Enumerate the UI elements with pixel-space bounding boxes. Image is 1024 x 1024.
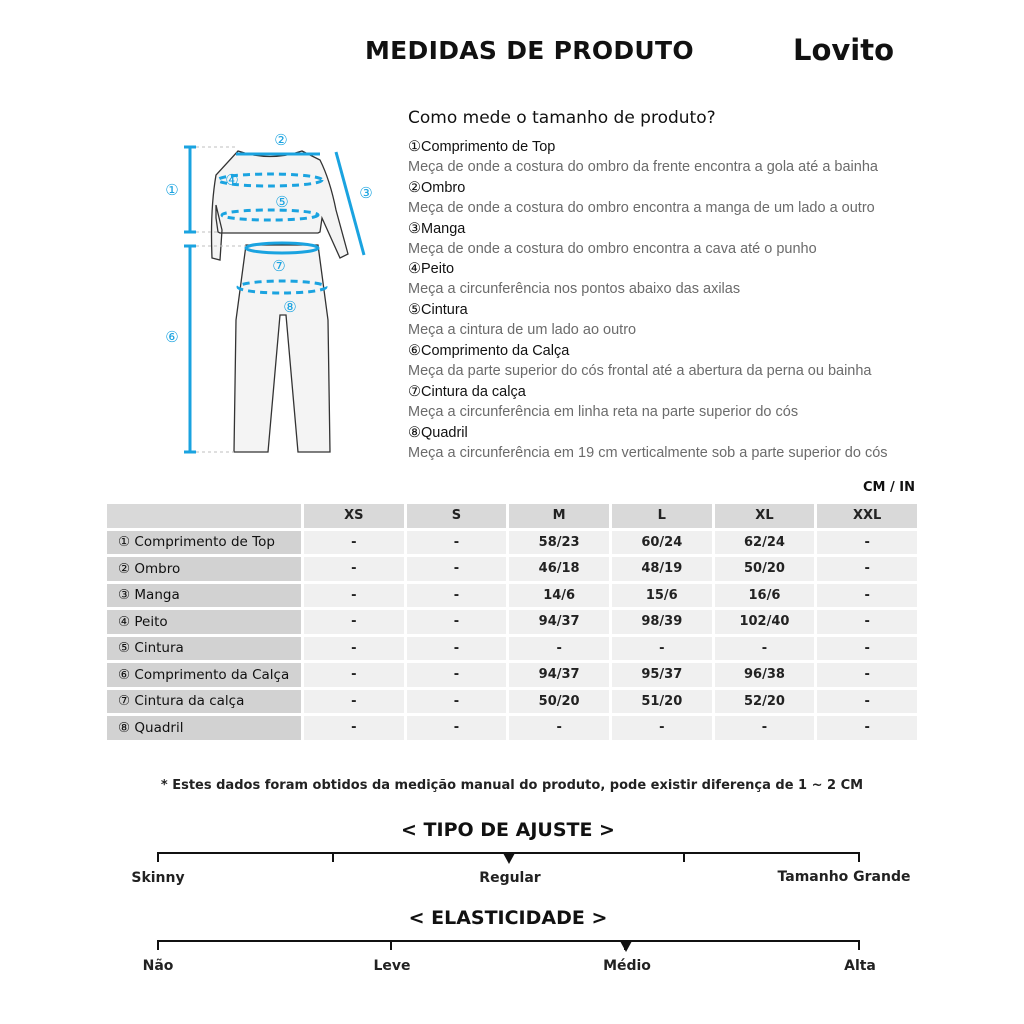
elasticity-tick bbox=[858, 940, 860, 950]
garment-illustration bbox=[150, 120, 390, 470]
table-header-empty bbox=[107, 504, 301, 528]
table-cell: - bbox=[715, 637, 815, 661]
definition-item bbox=[408, 341, 1008, 382]
definition-name: ③Manga bbox=[408, 220, 466, 237]
definition-name: ⑧Quadril bbox=[408, 424, 468, 441]
fit-title: < TIPO DE AJUSTE > bbox=[401, 819, 615, 841]
definition-item bbox=[408, 178, 1008, 219]
table-cell: - bbox=[612, 716, 712, 740]
table-cell: - bbox=[304, 557, 404, 581]
definition-name: ⑤Cintura bbox=[408, 302, 468, 319]
howto-title: Como mede o tamanho de produto? bbox=[408, 108, 716, 128]
marker-5: ⑤ bbox=[275, 193, 289, 211]
table-cell: 96/38 bbox=[715, 663, 815, 687]
fit-tick bbox=[157, 852, 159, 862]
table-header: L bbox=[612, 504, 712, 528]
table-cell: - bbox=[304, 637, 404, 661]
table-cell: 94/37 bbox=[509, 663, 609, 687]
table-header: XL bbox=[715, 504, 815, 528]
table-row bbox=[107, 637, 917, 661]
table-cell: - bbox=[817, 557, 917, 581]
table-cell: 15/6 bbox=[612, 584, 712, 608]
table-cell: - bbox=[509, 716, 609, 740]
elasticity-label-light: Leve bbox=[373, 958, 411, 974]
table-cell: - bbox=[817, 716, 917, 740]
row-label: ⑧ Quadril bbox=[107, 716, 301, 740]
table-cell: - bbox=[817, 584, 917, 608]
table-cell: 102/40 bbox=[715, 610, 815, 634]
row-label: ② Ombro bbox=[107, 557, 301, 581]
elasticity-tick bbox=[390, 940, 392, 950]
table-row bbox=[107, 663, 917, 687]
table-cell: 48/19 bbox=[612, 557, 712, 581]
table-row bbox=[107, 557, 917, 581]
elasticity-label-medium: Médio bbox=[603, 958, 651, 974]
fit-tick bbox=[858, 852, 860, 862]
pants-outline bbox=[234, 245, 330, 452]
table-cell: - bbox=[304, 663, 404, 687]
table-row bbox=[107, 690, 917, 714]
table-cell: 50/20 bbox=[509, 690, 609, 714]
definition-item bbox=[408, 259, 1008, 300]
definition-desc: Meça de onde a costura do ombro encontra a manga de um lado a outro bbox=[408, 199, 875, 216]
table-cell: 95/37 bbox=[612, 663, 712, 687]
table-cell: 51/20 bbox=[612, 690, 712, 714]
table-cell: - bbox=[407, 690, 507, 714]
definition-desc: Meça de onde a costura do ombro da frente encontra a gola até a bainha bbox=[408, 159, 878, 175]
table-cell: 16/6 bbox=[715, 584, 815, 608]
row-label: ③ Manga bbox=[107, 584, 301, 608]
fit-tick bbox=[332, 852, 334, 862]
table-cell: - bbox=[304, 584, 404, 608]
table-cell: - bbox=[304, 690, 404, 714]
table-cell: - bbox=[715, 716, 815, 740]
table-row bbox=[107, 716, 917, 740]
definition-desc: Meça a cintura de um lado ao outro bbox=[408, 322, 637, 339]
table-cell: - bbox=[304, 716, 404, 740]
fit-selected-marker bbox=[503, 853, 515, 864]
table-cell: - bbox=[817, 663, 917, 687]
table-row bbox=[107, 584, 917, 608]
table-header: XS bbox=[304, 504, 404, 528]
table-cell: 46/18 bbox=[509, 557, 609, 581]
table-cell: 14/6 bbox=[509, 584, 609, 608]
table-cell: - bbox=[407, 663, 507, 687]
elasticity-selected-marker bbox=[620, 941, 632, 952]
definition-item bbox=[408, 300, 1008, 341]
fit-label-large: Tamanho Grande bbox=[777, 869, 911, 885]
row-label: ④ Peito bbox=[107, 610, 301, 634]
definition-item bbox=[408, 423, 1008, 464]
definition-name: ①Comprimento de Top bbox=[408, 139, 556, 155]
table-cell: - bbox=[304, 531, 404, 555]
marker-2: ② bbox=[274, 131, 288, 149]
table-cell: 50/20 bbox=[715, 557, 815, 581]
definition-item bbox=[408, 382, 1008, 423]
table-cell: - bbox=[817, 637, 917, 661]
table-cell: - bbox=[817, 531, 917, 555]
marker-4: ④ bbox=[225, 171, 239, 189]
definition-desc: Meça da parte superior do cós frontal até a abertura da perna ou bainha bbox=[408, 362, 872, 379]
table-header-row bbox=[107, 504, 917, 528]
fit-tick bbox=[683, 852, 685, 862]
marker-1: ① bbox=[165, 181, 179, 199]
elasticity-tick bbox=[157, 940, 159, 950]
definition-name: ②Ombro bbox=[408, 179, 466, 196]
table-cell: 58/23 bbox=[509, 531, 609, 555]
table-cell: - bbox=[817, 610, 917, 634]
elasticity-scale-line bbox=[158, 940, 860, 942]
marker-7: ⑦ bbox=[272, 257, 286, 275]
definition-name: ⑦Cintura da calça bbox=[408, 383, 526, 400]
marker-3: ③ bbox=[359, 184, 373, 202]
table-cell: 52/20 bbox=[715, 690, 815, 714]
table-cell: 94/37 bbox=[509, 610, 609, 634]
fit-label-regular: Regular bbox=[479, 870, 541, 886]
table-cell: - bbox=[509, 637, 609, 661]
definition-item bbox=[408, 137, 1008, 178]
table-cell: - bbox=[407, 557, 507, 581]
marker-8: ⑧ bbox=[283, 298, 297, 316]
table-row bbox=[107, 610, 917, 634]
row-label: ⑤ Cintura bbox=[107, 637, 301, 661]
table-row bbox=[107, 531, 917, 555]
definition-desc: Meça de onde a costura do ombro encontra a cava até o punho bbox=[408, 240, 817, 257]
definition-name: ④Peito bbox=[408, 261, 455, 278]
row-label: ① Comprimento de Top bbox=[107, 531, 301, 555]
table-cell: - bbox=[407, 637, 507, 661]
table-header: M bbox=[509, 504, 609, 528]
table-cell: 60/24 bbox=[612, 531, 712, 555]
table-cell: - bbox=[407, 716, 507, 740]
marker-6: ⑥ bbox=[165, 328, 179, 346]
elasticity-title: < ELASTICIDADE > bbox=[408, 907, 608, 929]
size-table bbox=[104, 501, 920, 743]
brand-logo: Lovito bbox=[793, 33, 895, 67]
unit-label: CM / IN bbox=[863, 480, 915, 495]
table-cell: - bbox=[407, 610, 507, 634]
table-header: XXL bbox=[817, 504, 917, 528]
table-header: S bbox=[407, 504, 507, 528]
table-cell: - bbox=[817, 690, 917, 714]
definition-desc: Meça a circunferência em linha reta na parte superior do cós bbox=[408, 403, 799, 420]
table-cell: - bbox=[407, 531, 507, 555]
garment-figure bbox=[150, 120, 390, 470]
table-cell: - bbox=[407, 584, 507, 608]
row-label: ⑥ Comprimento da Calça bbox=[107, 663, 301, 687]
measurement-definitions bbox=[408, 137, 1008, 463]
table-cell: 98/39 bbox=[612, 610, 712, 634]
definition-desc: Meça a circunferência nos pontos abaixo das axilas bbox=[408, 281, 741, 298]
row-label: ⑦ Cintura da calça bbox=[107, 690, 301, 714]
elasticity-label-none: Não bbox=[142, 958, 174, 974]
definition-name: ⑥Comprimento da Calça bbox=[408, 342, 570, 359]
elasticity-label-high: Alta bbox=[844, 958, 876, 974]
page-title: MEDIDAS DE PRODUTO bbox=[365, 36, 694, 65]
definition-desc: Meça a circunferência em 19 cm verticalmente sob a parte superior do cós bbox=[408, 444, 888, 461]
table-cell: - bbox=[304, 610, 404, 634]
fit-label-skinny: Skinny bbox=[131, 870, 185, 886]
table-cell: - bbox=[612, 637, 712, 661]
definition-item bbox=[408, 219, 1008, 260]
measurement-note: * Estes dados foram obtidos da medição manual do produto, pode existir diferença de 1 ~ 2 CM bbox=[160, 778, 864, 793]
table-cell: 62/24 bbox=[715, 531, 815, 555]
